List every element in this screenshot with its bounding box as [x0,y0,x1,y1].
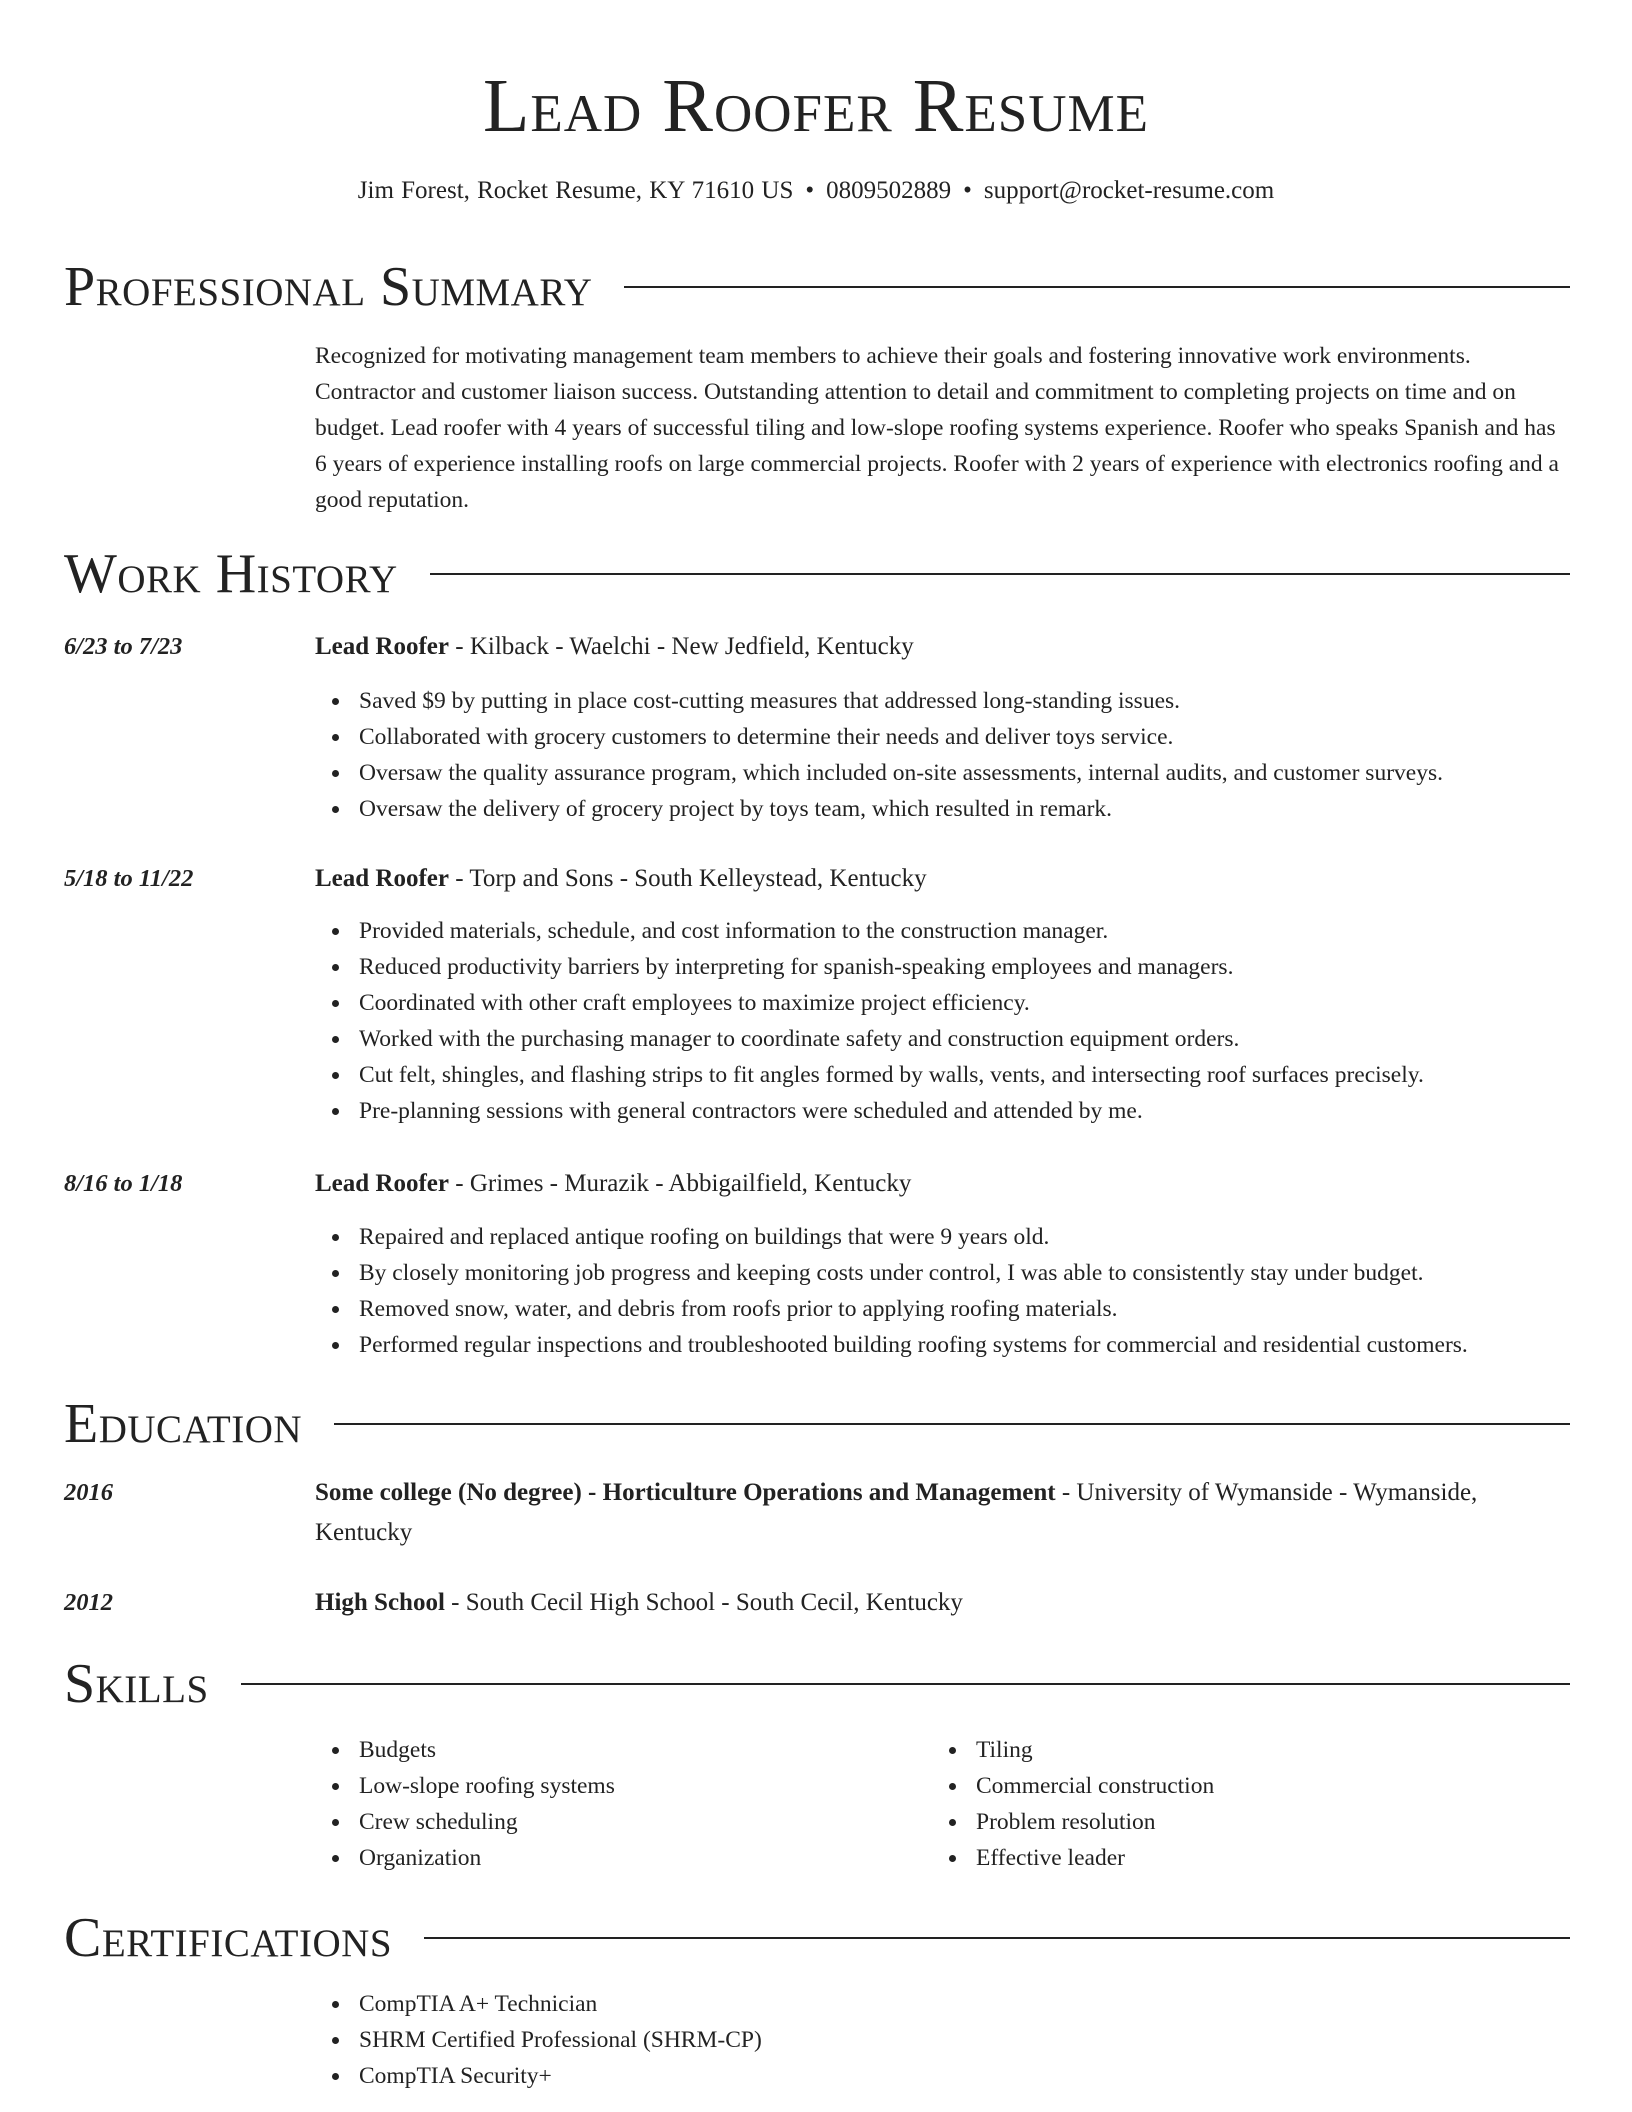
job-bullet: Reduced productivity barriers by interpreting for spanish-speaking employees and managers. [359,949,1614,985]
certifications-heading: Certifications [64,1907,393,1969]
job-header [315,1164,1570,1204]
section-divider [424,1937,1570,1939]
job-bullets [315,913,1614,1129]
certifications-section-header [64,1905,1570,1971]
certifications-list [315,1986,1614,2094]
job-bullet: Oversaw the delivery of grocery project by toys team, which resulted in remark. [359,791,1614,827]
summary-section-header [64,254,1570,320]
resume-title: Lead Roofer Resume [482,64,1150,148]
certification-item: CompTIA A+ Technician [359,1986,1614,2022]
job-bullet: Cut felt, shingles, and flashing strips to fit angles formed by walls, vents, and intersecting roof surfaces precisely. [359,1057,1614,1093]
education-entry [315,1583,1570,1623]
skill-item: Budgets [359,1732,959,1768]
job-dates: 5/18 to 11/22 [64,865,194,892]
skill-item: Organization [359,1840,959,1876]
job-bullet: Collaborated with grocery customers to determine their needs and deliver toys service. [359,719,1614,755]
certification-item: SHRM Certified Professional (SHRM-CP) [359,2022,1614,2058]
job-header [315,627,1570,667]
job-bullet: Saved $9 by putting in place cost-cutting measures that addressed long-standing issues. [359,683,1614,719]
job-header [315,859,1570,899]
job-dates: 6/23 to 7/23 [64,633,183,660]
summary-heading: Professional Summary [64,256,593,318]
job-bullet: Worked with the purchasing manager to coordinate safety and construction equipment orders. [359,1021,1614,1057]
job-bullet: Pre-planning sessions with general contractors were scheduled and attended by me. [359,1093,1614,1129]
skills-list-right [932,1732,1576,1876]
education-heading: Education [64,1393,303,1455]
contact-phone: 0809502889 [826,177,952,204]
education-details: - University of Wymanside - Wymanside, Kentucky [315,1479,1478,1546]
skill-item: Commercial construction [976,1768,1576,1804]
education-section-header [64,1391,1570,1457]
job-details: - Torp and Sons - South Kelleystead, Kentucky [449,865,927,892]
job-bullets [315,683,1614,827]
work-heading: Work History [64,543,398,605]
job-bullet: Removed snow, water, and debris from roofs prior to applying roofing materials. [359,1291,1614,1327]
skill-item: Problem resolution [976,1804,1576,1840]
section-divider [624,286,1570,288]
contact-line [0,174,1632,208]
job-details: - Kilback - Waelchi - New Jedfield, Kentucky [449,633,914,660]
skill-item: Tiling [976,1732,1576,1768]
job-bullet: Coordinated with other craft employees to maximize project efficiency. [359,985,1614,1021]
education-year: 2016 [64,1479,113,1506]
section-divider [241,1683,1570,1685]
job-bullet: Oversaw the quality assurance program, which included on-site assessments, internal audits, and customer surveys. [359,755,1614,791]
contact-address: Jim Forest, Rocket Resume, KY 71610 US [357,177,794,204]
job-dates: 8/16 to 1/18 [64,1170,183,1197]
job-bullet: Performed regular inspections and troubleshooted building roofing systems for commercial and residential customers. [359,1327,1614,1363]
work-section-header [64,541,1570,607]
skill-item: Crew scheduling [359,1804,959,1840]
job-bullet: Provided materials, schedule, and cost information to the construction manager. [359,913,1614,949]
section-divider [430,573,1570,575]
contact-email: support@rocket-resume.com [983,177,1275,204]
job-bullet: Repaired and replaced antique roofing on buildings that were 9 years old. [359,1219,1614,1255]
contact-separator: • [805,177,815,204]
education-details: - South Cecil High School - South Cecil, Kentucky [444,1589,963,1616]
education-degree: Some college (No degree) - Horticulture Operations and Management [315,1479,1056,1506]
job-bullets [315,1219,1614,1363]
job-details: - Grimes - Murazik - Abbigailfield, Kentucky [449,1170,912,1197]
job-bullet: By closely monitoring job progress and keeping costs under control, I was able to consistently stay under budget. [359,1255,1614,1291]
job-title: Lead Roofer [315,865,449,892]
skill-item: Effective leader [976,1840,1576,1876]
job-title: Lead Roofer [315,1170,449,1197]
certification-item: CompTIA Security+ [359,2058,1614,2094]
job-title: Lead Roofer [315,633,449,660]
skills-list-left [315,1732,959,1876]
skill-item: Low-slope roofing systems [359,1768,959,1804]
skills-heading: Skills [64,1653,209,1715]
summary-text: Recognized for motivating management team members to achieve their goals and fostering innovative work environments. Contractor and customer liaison success. Outstanding attention to detail and commitment to completing projects on time and on budget. Lead roofer with 4 years of successful tiling and low-slope roofing systems experience. Roofer who speaks Spanish and has 6 years of experience installing roofs on large commercial projects. Roofer with 2 years of experience with electronics roofing and a good reputation. [315,343,1559,513]
education-year: 2012 [64,1589,113,1616]
section-divider [334,1423,1570,1425]
education-degree: High School [315,1589,445,1616]
education-entry [315,1473,1570,1553]
contact-separator: • [963,177,972,204]
skills-section-header [64,1651,1570,1717]
